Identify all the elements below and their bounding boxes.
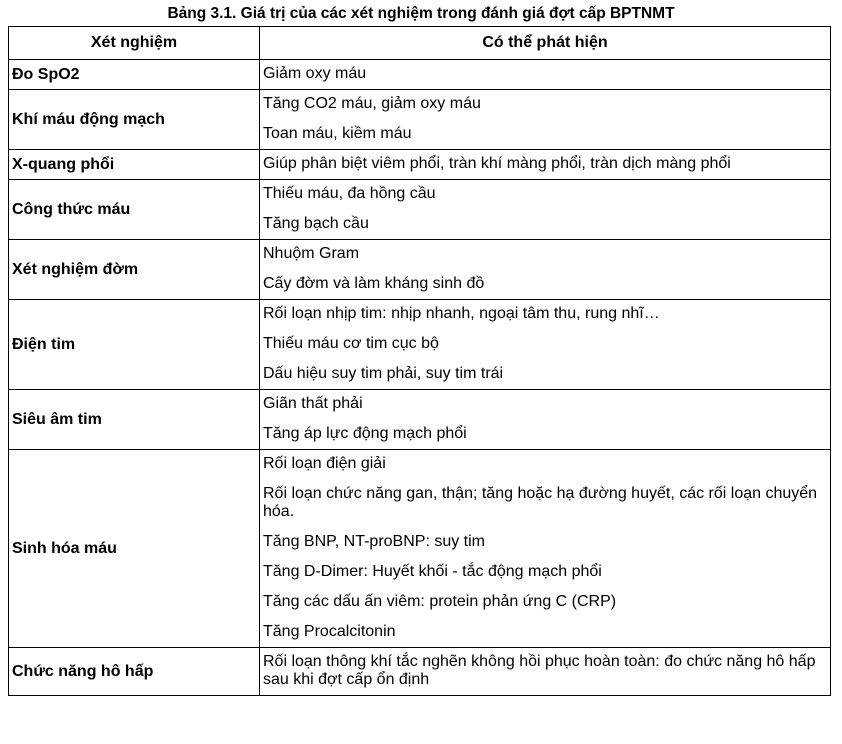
finding-item: Cấy đờm và làm kháng sinh đồ [263,275,485,292]
findings-cell [260,90,831,150]
table-row [9,90,831,150]
table-row [9,60,831,90]
test-name-cell: X-quang phổi [9,150,260,180]
findings-cell [260,60,831,90]
finding-item: Dấu hiệu suy tim phải, suy tim trái [263,365,504,382]
test-name-cell: Khí máu động mạch [9,90,260,150]
finding-item: Tăng BNP, NT-proBNP: suy tim [263,533,485,550]
finding-item: Tăng bạch cầu [263,215,369,232]
test-name-cell: Công thức máu [9,180,260,240]
findings-cell [260,150,831,180]
finding-item: Rối loạn chức năng gan, thận; tăng hoặc hạ đường huyết, các rối loạn chuyển hóa. [263,485,818,520]
table-caption: Bảng 3.1. Giá trị của các xét nghiệm trong đánh giá đợt cấp BPTNMT [167,5,675,22]
header-findings: Có thể phát hiện [260,27,831,60]
test-name-cell: Sinh hóa máu [9,450,260,648]
finding-item: Tăng CO2 máu, giảm oxy máu [263,95,481,112]
finding-item: Thiếu máu, đa hồng cầu [263,185,436,202]
finding-item: Tăng áp lực động mạch phổi [263,425,467,442]
table-row [9,240,831,300]
findings-cell [260,390,831,450]
finding-item: Tăng Procalcitonin [263,623,396,640]
test-value-table [8,26,831,696]
finding-item: Giãn thất phải [263,395,363,412]
findings-cell [260,450,831,648]
table-row [9,300,831,390]
findings-cell [260,648,831,696]
test-name-cell: Điện tim [9,300,260,390]
table-header-row [9,27,831,60]
finding-item: Thiếu máu cơ tim cục bộ [263,335,439,352]
finding-item: Giúp phân biệt viêm phổi, tràn khí màng phổi, tràn dịch màng phổi [263,155,731,172]
table-row [9,390,831,450]
finding-item: Nhuộm Gram [263,245,360,262]
table-row [9,150,831,180]
finding-item: Rối loạn điện giải [263,455,386,472]
table-row [9,180,831,240]
table-row [9,450,831,648]
finding-item: Rối loạn nhịp tim: nhịp nhanh, ngoại tâm thu, rung nhĩ… [263,305,660,322]
test-name-cell: Siêu âm tim [9,390,260,450]
test-name-cell: Đo SpO2 [9,60,260,90]
findings-cell [260,180,831,240]
finding-item: Toan máu, kiềm máu [263,125,412,142]
table-row [9,648,831,696]
finding-item: Tăng D-Dimer: Huyết khối - tắc động mạch phổi [263,563,602,580]
test-name-cell: Chức năng hô hấp [9,648,260,696]
findings-cell [260,240,831,300]
finding-item: Giảm oxy máu [263,65,367,82]
test-name-cell: Xét nghiệm đờm [9,240,260,300]
finding-item: Tăng các dấu ấn viêm: protein phản ứng C (CRP) [263,593,617,610]
findings-cell [260,300,831,390]
header-test-name: Xét nghiệm [9,27,260,60]
finding-item: Rối loạn thông khí tắc nghẽn không hồi phục hoàn toàn: đo chức năng hô hấp sau khi đợt cấp ổn định [263,653,816,688]
